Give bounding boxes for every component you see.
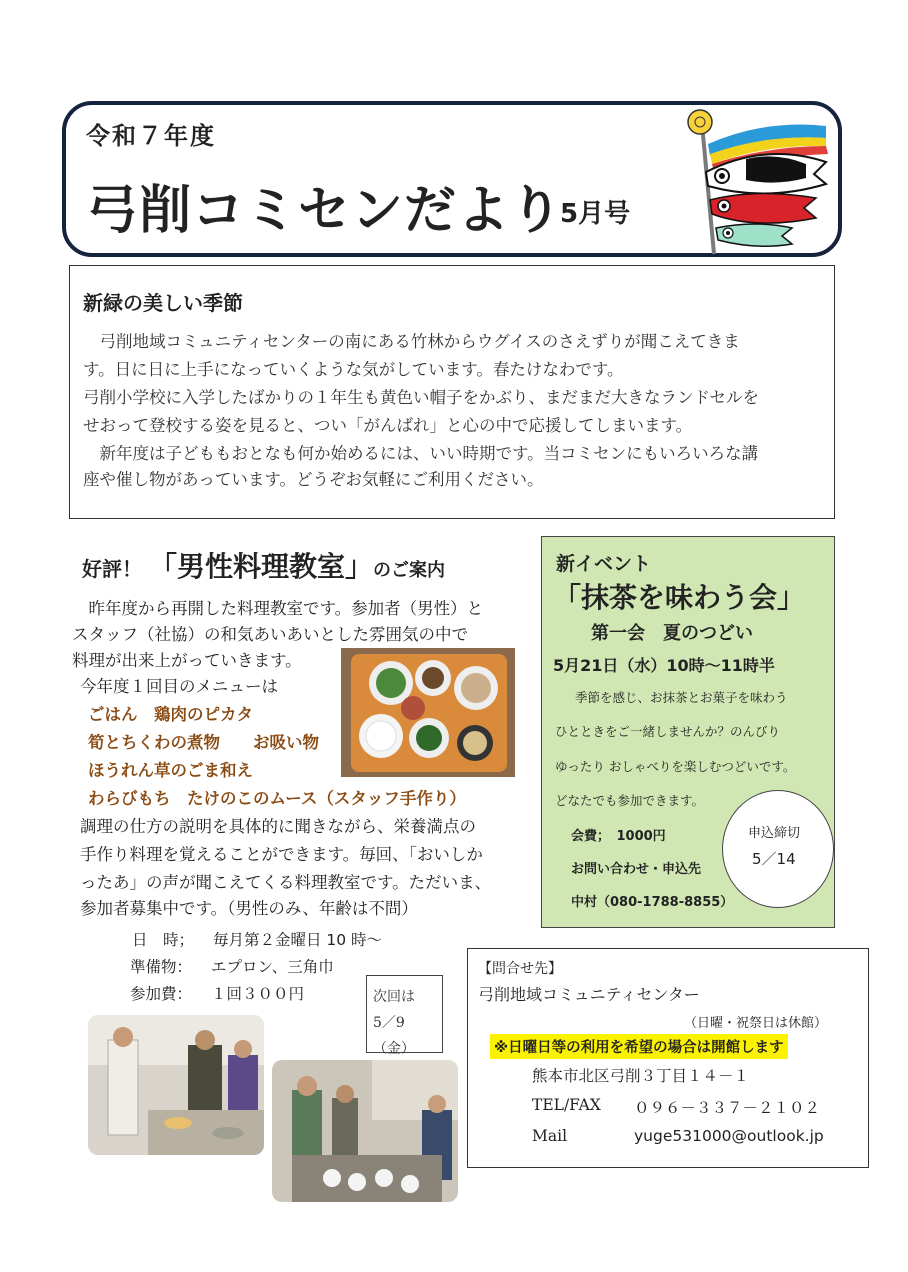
cooking-intro-line: 昨年度から再開した料理教室です。参加者（男性）と	[72, 599, 484, 618]
event-desc-line: 季節を感じ、お抹茶とお菓子を味わう	[575, 690, 788, 705]
cooking-intro-line: 料理が出来上がっていきます。	[72, 651, 302, 670]
cooking-class-title	[82, 545, 445, 585]
mail-label: Mail	[532, 1127, 568, 1145]
greeting-line: せおって登校する姿を見ると、つい「がんばれ」と心の中で応援してしまいます。	[83, 416, 693, 435]
schedule-row	[132, 928, 382, 950]
cooking-title-pre: 好評！	[82, 557, 142, 581]
cooking-intro-line: 今年度１回目のメニューは	[80, 677, 278, 696]
event-label: 新イベント	[556, 553, 652, 575]
cooking-desc-line: 調理の仕方の説明を具体的に聞きながら、栄養満点の	[80, 817, 476, 836]
event-fee: 会費； 1000円	[571, 829, 666, 844]
cooking-title-post: のご案内	[372, 560, 445, 581]
header-year: 令和７年度	[86, 122, 216, 150]
menu-item: わらびもち たけのこのムース（スタッフ手作り）	[88, 789, 466, 808]
next-session-date: 5／9（金）	[373, 1015, 415, 1057]
event-desc-line: どなたでも参加できます。	[555, 793, 705, 808]
newsletter-title: 弓削コミセンだより	[86, 181, 564, 241]
next-session-box	[366, 975, 443, 1057]
menu-item: ほうれん草のごま和え	[88, 761, 253, 780]
event-datetime: 5月21日（水）10時～11時半	[553, 656, 775, 675]
event-title: 「抹茶を味わう会」	[553, 581, 806, 614]
tel-label: TEL/FAX	[532, 1096, 601, 1114]
schedule-value: 毎月第２金曜日 10 時～	[212, 931, 383, 949]
open-notice: ※日曜日等の利用を希望の場合は開館します	[490, 1034, 788, 1059]
menu-item: 筍とちくわの煮物 お吸い物	[88, 733, 319, 752]
meal-photo	[341, 648, 515, 777]
tel-number: ０９６－３３７－２１０２	[634, 1099, 821, 1117]
cooking-desc-line: 手作り料理を覚えることができます。毎回、「おいしか	[80, 845, 483, 864]
greeting-title: 新緑の美しい季節	[83, 291, 243, 315]
deadline-label: 申込締切	[748, 826, 801, 841]
greeting-line: 弓削地域コミュニティセンターの南にある竹林からウグイスのさえずりが聞こえてきま	[83, 332, 740, 351]
event-contact: 中村（080-1788-8855）	[571, 895, 734, 910]
cooking-desc-line: 参加者募集中です。（男性のみ、年齢は不問）	[80, 899, 418, 918]
cooking-class-photo	[272, 1060, 458, 1202]
closed-days: （日曜・祝祭日は休館）	[684, 1016, 828, 1031]
schedule-value: エプロン、三角巾	[210, 958, 334, 976]
schedule-label: 準備物：	[130, 958, 193, 976]
event-desc-line: ひとときをご一緒しませんか？のんびり	[555, 724, 781, 739]
contact-name: 弓削地域コミュニティセンター	[478, 985, 700, 1004]
greeting-line: 弓削小学校に入学したばかりの１年生も黄色い帽子をかぶり、まだまだ大きなランドセルを	[83, 388, 760, 407]
issue-number: 5月号	[560, 199, 631, 229]
greeting-line: 新年度は子どももおとなも何か始めるには、いい時期です。当コミセンにもいろいろな講	[83, 444, 759, 463]
cooking-class-photo	[88, 1015, 264, 1155]
event-desc-line: ゆったり おしゃべりを楽しむつどいです。	[555, 759, 796, 774]
deadline-date: 5／14	[752, 850, 796, 868]
schedule-value: １回３００円	[210, 985, 304, 1003]
mail-address[interactable]: yuge531000@outlook.jp	[634, 1127, 824, 1145]
cooking-intro-line: スタッフ（社協）の和気あいあいとした雰囲気の中で	[72, 625, 468, 644]
greeting-line: 座や催し物があっています。どうぞお気軽にご利用ください。	[83, 470, 544, 489]
schedule-row	[130, 955, 334, 977]
koinobori-illustration	[676, 104, 836, 256]
event-subtitle: 第一会 夏のつどい	[591, 623, 753, 644]
schedule-row	[130, 982, 304, 1004]
next-session-label: 次回は	[373, 989, 415, 1005]
contact-address: 熊本市北区弓削３丁目１４－１	[532, 1067, 750, 1085]
cooking-title-main: 「男性料理教室」	[148, 550, 373, 583]
schedule-label: 日 時；	[132, 931, 195, 949]
event-inquiry: お問い合わせ・申込先	[571, 862, 702, 877]
schedule-label: 参加費：	[130, 985, 193, 1003]
menu-item: ごはん 鶏肉のピカタ	[88, 705, 253, 724]
greeting-line: す。日に日に上手になっていくような気がしています。春たけなわです。	[83, 360, 624, 379]
contact-heading: 【問合せ先】	[478, 961, 562, 977]
cooking-desc-line: ったあ」の声が聞こえてくる料理教室です。ただいま、	[80, 873, 492, 892]
